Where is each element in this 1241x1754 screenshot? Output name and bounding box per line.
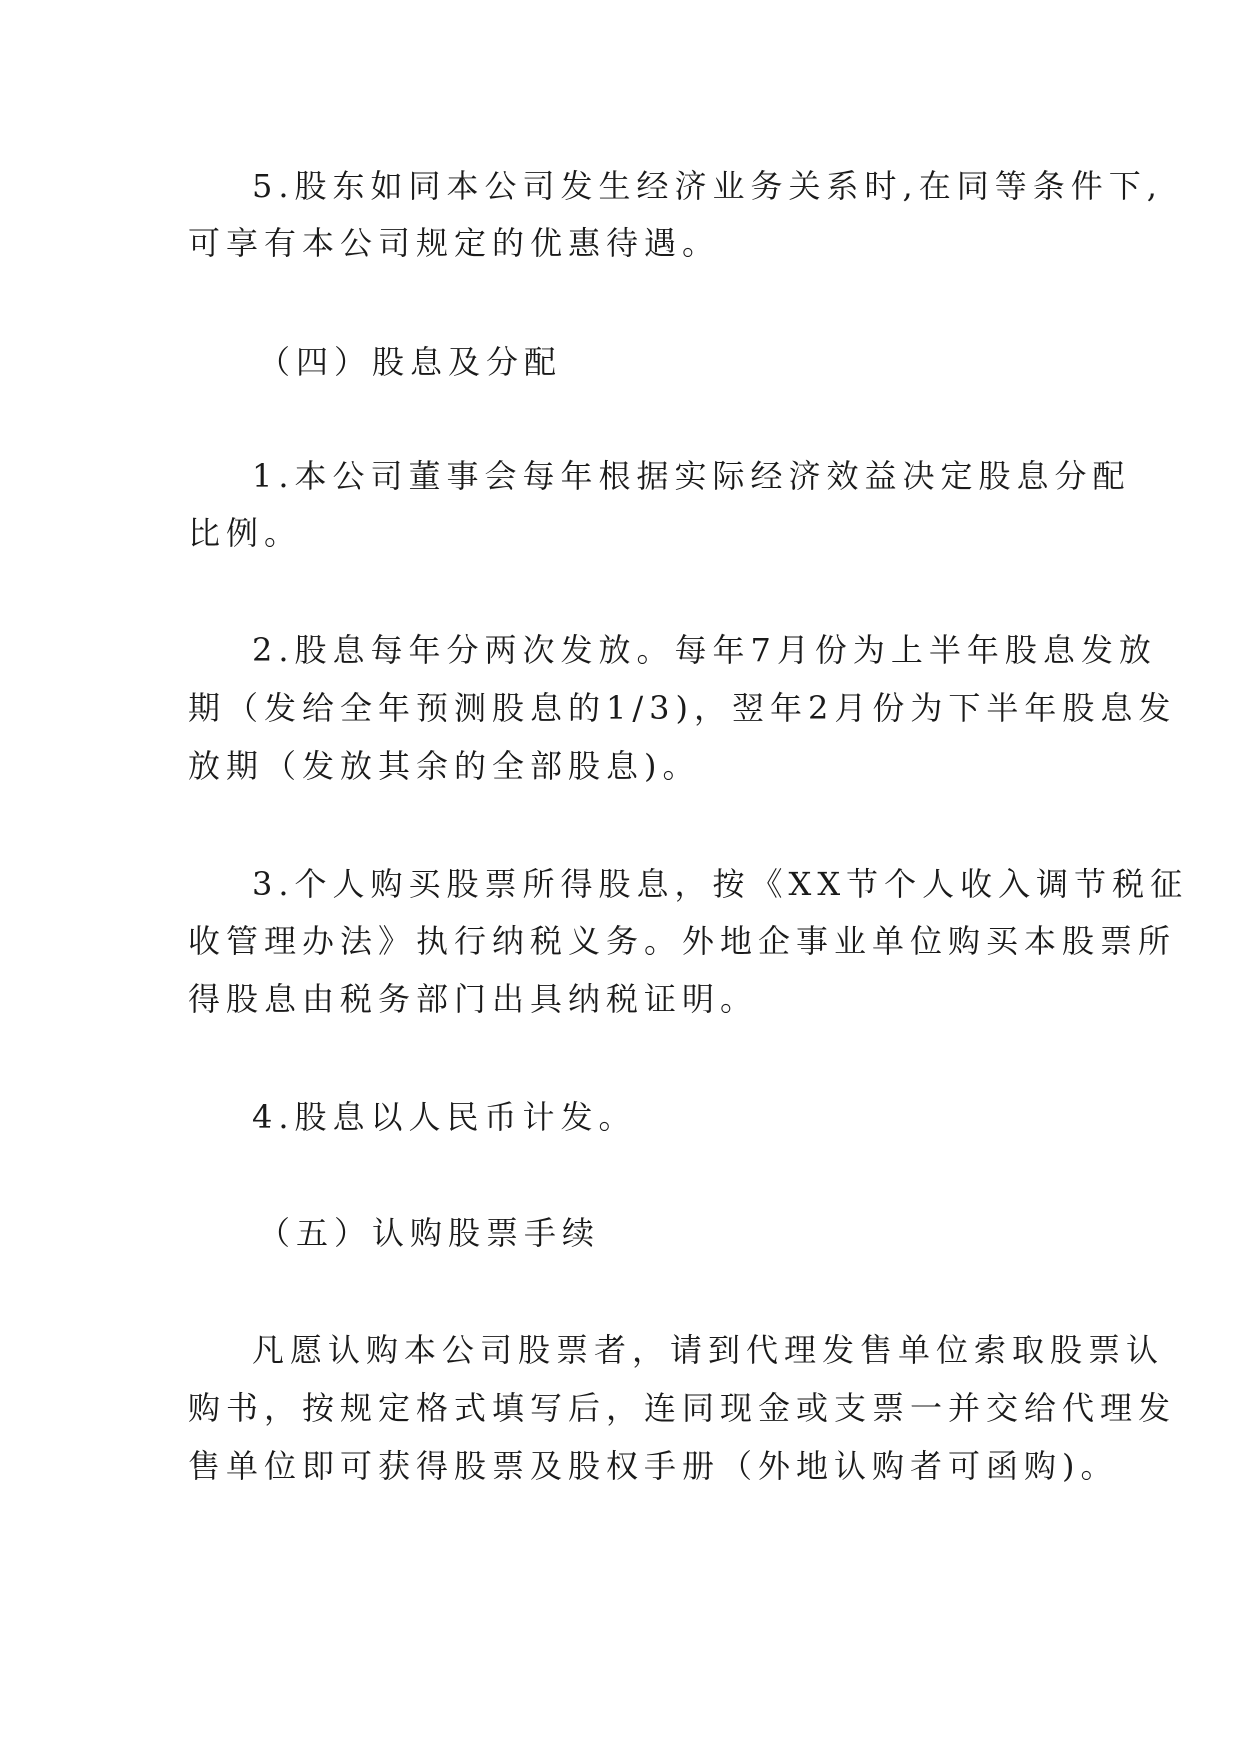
paragraph-line: 购书，按规定格式填写后，连同现金或支票一并交给代理发 (188, 1389, 1177, 1427)
paragraph-line: 得股息由税务部门出具纳税证明。 (188, 980, 759, 1018)
section-heading: （五）认购股票手续 (258, 1214, 601, 1252)
paragraph-line: 放期（发放其余的全部股息)。 (188, 747, 701, 785)
paragraph-line: 2.股息每年分两次发放。每年7月份为上半年股息发放 (252, 631, 1157, 669)
paragraph-line: 凡愿认购本公司股票者，请到代理发售单位索取股票认 (252, 1331, 1165, 1369)
paragraph-line: 可享有本公司规定的优惠待遇。 (188, 224, 721, 262)
paragraph-line: 1.本公司董事会每年根据实际经济效益决定股息分配 (252, 457, 1131, 495)
paragraph-line: 5.股东如同本公司发生经济业务关系时,在同等条件下, (252, 167, 1163, 205)
paragraph-line: 3.个人购买股票所得股息，按《XX节个人收入调节税征 (252, 865, 1189, 903)
section-heading: （四）股息及分配 (258, 343, 563, 381)
paragraph-line: 售单位即可获得股票及股权手册（外地认购者可函购)。 (188, 1447, 1119, 1485)
paragraph-line: 期（发给全年预测股息的1/3)，翌年2月份为下半年股息发 (188, 689, 1177, 727)
paragraph-line: 收管理办法》执行纳税义务。外地企事业单位购买本股票所 (188, 922, 1177, 960)
paragraph-line: 4.股息以人民币计发。 (252, 1098, 637, 1136)
paragraph-line: 比例。 (188, 514, 303, 552)
